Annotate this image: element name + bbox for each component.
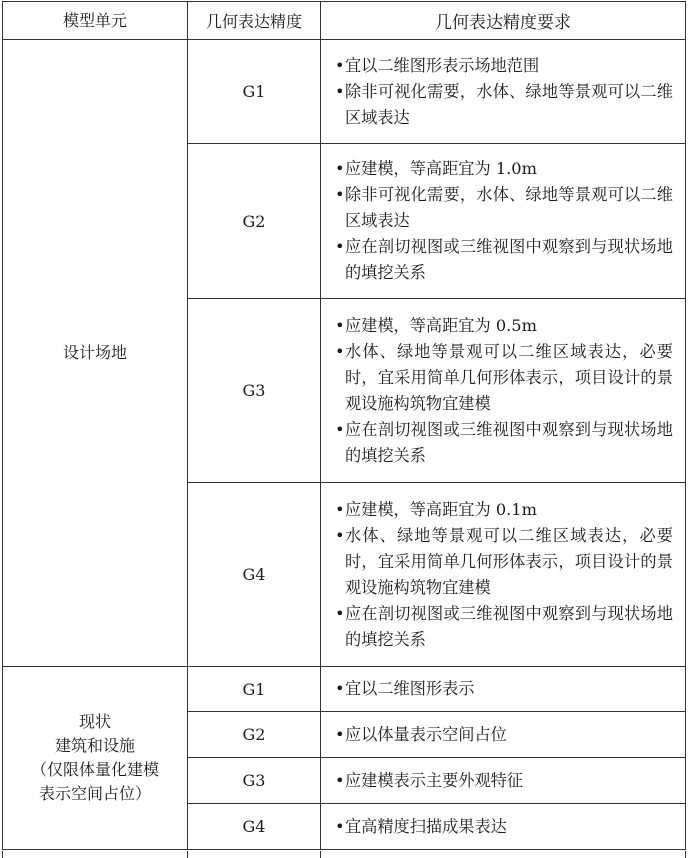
table-header-row (3, 2, 686, 40)
column-divider (187, 851, 188, 858)
requirement-item: • 应建模表示主要外观特征 (335, 768, 673, 794)
header-precision-requirement: 几何表达精度要求 (321, 2, 686, 40)
table-row (3, 667, 686, 712)
requirement-item: • 水体、绿地等景观可以二维区域表达，必要时，宜采用简单几何形体表示，项目设计的景观设施构筑物宜建模 (335, 523, 673, 601)
model-unit-cell: 设计场地 (3, 40, 188, 667)
header-precision-level: 几何表达精度 (188, 2, 321, 40)
requirement-item: • 应建模，等高距宜为 0.5m (335, 313, 673, 339)
column-divider (320, 851, 321, 858)
table-continuation (2, 851, 686, 858)
requirement-cell (321, 483, 686, 667)
requirement-cell (321, 299, 686, 483)
precision-level-cell: G3 (188, 299, 321, 483)
model-unit-line: 表示空间占位） (38, 784, 151, 803)
requirement-item: • 应在剖切视图或三维视图中观察到与现状场地的填挖关系 (335, 234, 673, 286)
requirement-cell (321, 667, 686, 712)
precision-level-cell: G2 (188, 144, 321, 299)
model-unit-line: 现状 (78, 712, 111, 731)
requirement-item: • 应建模，等高距宜为 0.1m (335, 497, 673, 523)
requirement-item: • 应以体量表示空间占位 (335, 722, 673, 748)
model-unit-cell (3, 667, 188, 850)
precision-level-cell: G2 (188, 712, 321, 758)
requirement-item: • 除非可视化需要，水体、绿地等景观可以二维区域表达 (335, 79, 673, 131)
requirement-item: • 水体、绿地等景观可以二维区域表达，必要时，宜采用简单几何形体表示，项目设计的景观设施构筑物宜建模 (335, 339, 673, 417)
requirement-cell (321, 144, 686, 299)
requirement-item: • 应在剖切视图或三维视图中观察到与现状场地的填挖关系 (335, 417, 673, 469)
requirement-item: • 除非可视化需要，水体、绿地等景观可以二维区域表达 (335, 182, 673, 234)
model-unit-line: 建筑和设施 (54, 736, 135, 755)
precision-level-cell: G4 (188, 804, 321, 850)
requirement-cell (321, 712, 686, 758)
requirement-cell (321, 40, 686, 144)
requirement-cell (321, 804, 686, 850)
requirement-cell (321, 758, 686, 804)
header-model-unit: 模型单元 (3, 2, 188, 40)
table-row (3, 40, 686, 144)
precision-level-cell: G1 (188, 667, 321, 712)
requirement-item: • 宜以二维图形表示场地范围 (335, 53, 673, 79)
precision-table (2, 1, 686, 850)
requirement-item: • 宜以二维图形表示 (335, 676, 673, 702)
precision-level-cell: G4 (188, 483, 321, 667)
requirement-item: • 应在剖切视图或三维视图中观察到与现状场地的填挖关系 (335, 601, 673, 653)
precision-level-cell: G1 (188, 40, 321, 144)
requirement-item: • 应建模，等高距宜为 1.0m (335, 156, 673, 182)
model-unit-line: （仅限体量化建模 (30, 760, 159, 779)
precision-level-cell: G3 (188, 758, 321, 804)
requirement-item: • 宜高精度扫描成果表达 (335, 814, 673, 840)
